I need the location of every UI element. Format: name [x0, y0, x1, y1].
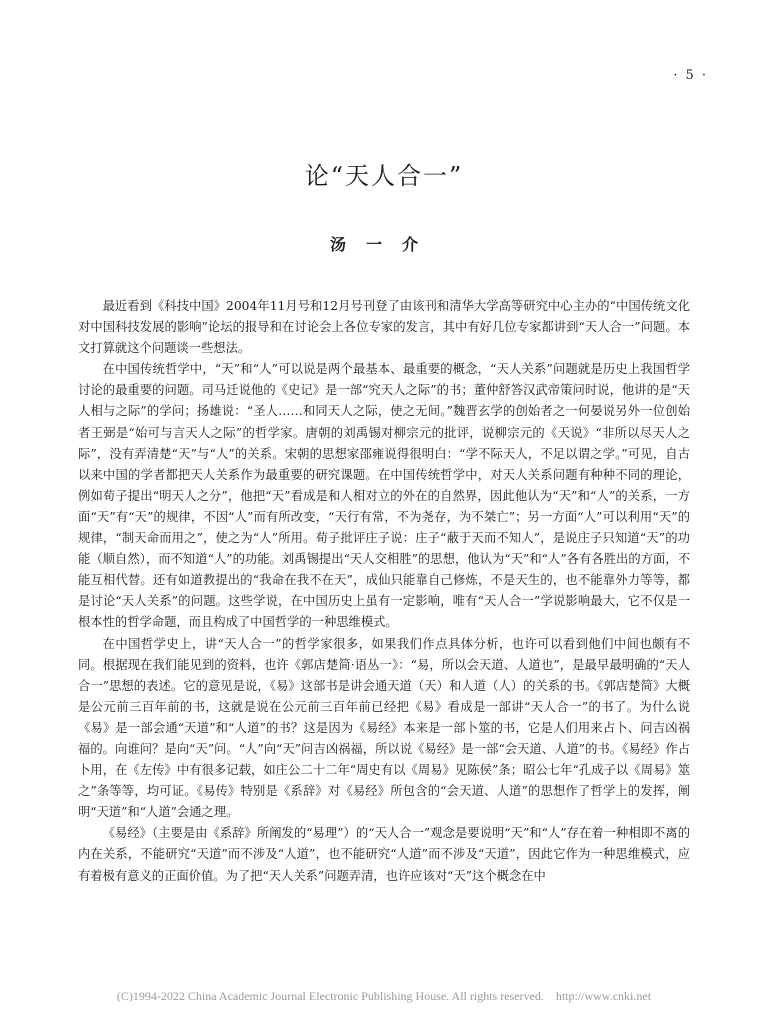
paragraph: 《易经》（主要是由《系辞》所阐发的“易理”）的“天人合一”观念是要说明“天”和“人”存在着一种相即不离的内在关系，不能研究“天道”而不涉及“人道”，也不能研究“人道”而不涉及“天道”，因此它作为一种思维模式，应有着极有意义的正面价值。为了把“天人关系”问题弄清，也许应该对“天”这个概念在中 [78, 826, 690, 883]
paragraph: 在中国传统哲学中，“天”和“人”可以说是两个最基本、最重要的概念，“天人关系”问题就是历史上我国哲学讨论的最重要的问题。司马迁说他的《史记》是一部“究天人之际”的书；董仲舒答汉武帝策问时说，他讲的是“天人相与之际”的学问；扬雄说：“圣人……和同天人之际，使之无间。”魏晋玄学的创始者之一何晏说另外一位创始者王弼是“始可与言天人之际”的哲学家。唐朝的刘禹锡对柳宗元的批评，说柳宗元的《天说》“非所以尽天人之际”，没有弄清楚“天”与“人”的关系。宋朝的思想家邵雍说得很明白：“学不际天人，不足以谓之学。”可见，自古以来中国的学者都把天人关系作为最重要的研究课题。在中国传统哲学中，对天人关系问题有种种不同的理论，例如荀子提出“明天人之分”，他把“天”看成是和人相对立的外在的自然界，因此他认为“天”和“人”的关系，一方面“天”有“天”的规律，不因“人”而有所改变，“天行有常，不为尧存，为不桀亡”；另一方面“人”可以利用“天”的规律，“制天命而用之”，使之为“人”所用。荀子批评庄子说：庄子“蔽于天而不知人”，是说庄子只知道“天”的功能（顺自然），而不知道“人”的功能。刘禹锡提出“天人交相胜”的思想，他认为“天”和“人”各有各胜出的方面，不能互相代替。还有如道教提出的“我命在我不在天”，成仙只能靠自己修炼，不是天生的，也不能靠外力等等，都是讨论“天人关系”的问题。这些学说，在中国历史上虽有一定影响，唯有“天人合一”学说影响最大，它不仅是一根本性的哲学命题，而且构成了中国哲学的一种思维模式。 [78, 362, 690, 630]
copyright-footer: (C)1994-2022 China Academic Journal Electronic Publishing House. All rights reserved. http://www.cnki.net [116, 989, 652, 1003]
article-body [78, 296, 690, 887]
article-author: 汤一介 [329, 235, 438, 254]
article-title: 论“天人合一” [304, 162, 464, 191]
page-number: · 5 · [673, 68, 708, 83]
paragraph: 在中国哲学史上，讲“天人合一”的哲学家很多，如果我们作点具体分析，也许可以看到他们中间也颇有不同。根据现在我们能见到的资料，也许《郭店楚简·语丛一》：“易，所以会天道、人道也”，是最早最明确的“天人合一”思想的表述。它的意见是说，《易》这部书是讲会通天道（天）和人道（人）的关系的书。《郭店楚简》大概是公元前三百年前的书，这就是说在公元前三百年前已经把《易》看成是一部讲“天人合一”的书了。为什么说《易》是一部会通“天道”和“人道”的书？这是因为《易经》本来是一部卜筮的书，它是人们用来占卜、问吉凶祸福的。向谁问？是向“天”问。“人”向“天”问吉凶祸福，所以说《易经》是一部“会天道、人道”的书。《易经》作占卜用，在《左传》中有很多记载，如庄公二十二年“周史有以《周易》见陈侯”条；昭公七年“孔成子以《周易》筮之”条等等，均可证。《易传》特别是《系辞》对《易经》所包含的“会天道、人道”的思想作了哲学上的发挥，阐明“天道”和“人道”会通之理。 [78, 636, 690, 820]
paragraph: 最近看到《科技中国》2004年11月号和12月号刊登了由该刊和清华大学高等研究中心主办的“中国传统文化对中国科技发展的影响”论坛的报导和在讨论会上各位专家的发言，其中有好几位专家都讲到“天人合一”问题。本文打算就这个问题谈一些想法。 [78, 299, 690, 356]
